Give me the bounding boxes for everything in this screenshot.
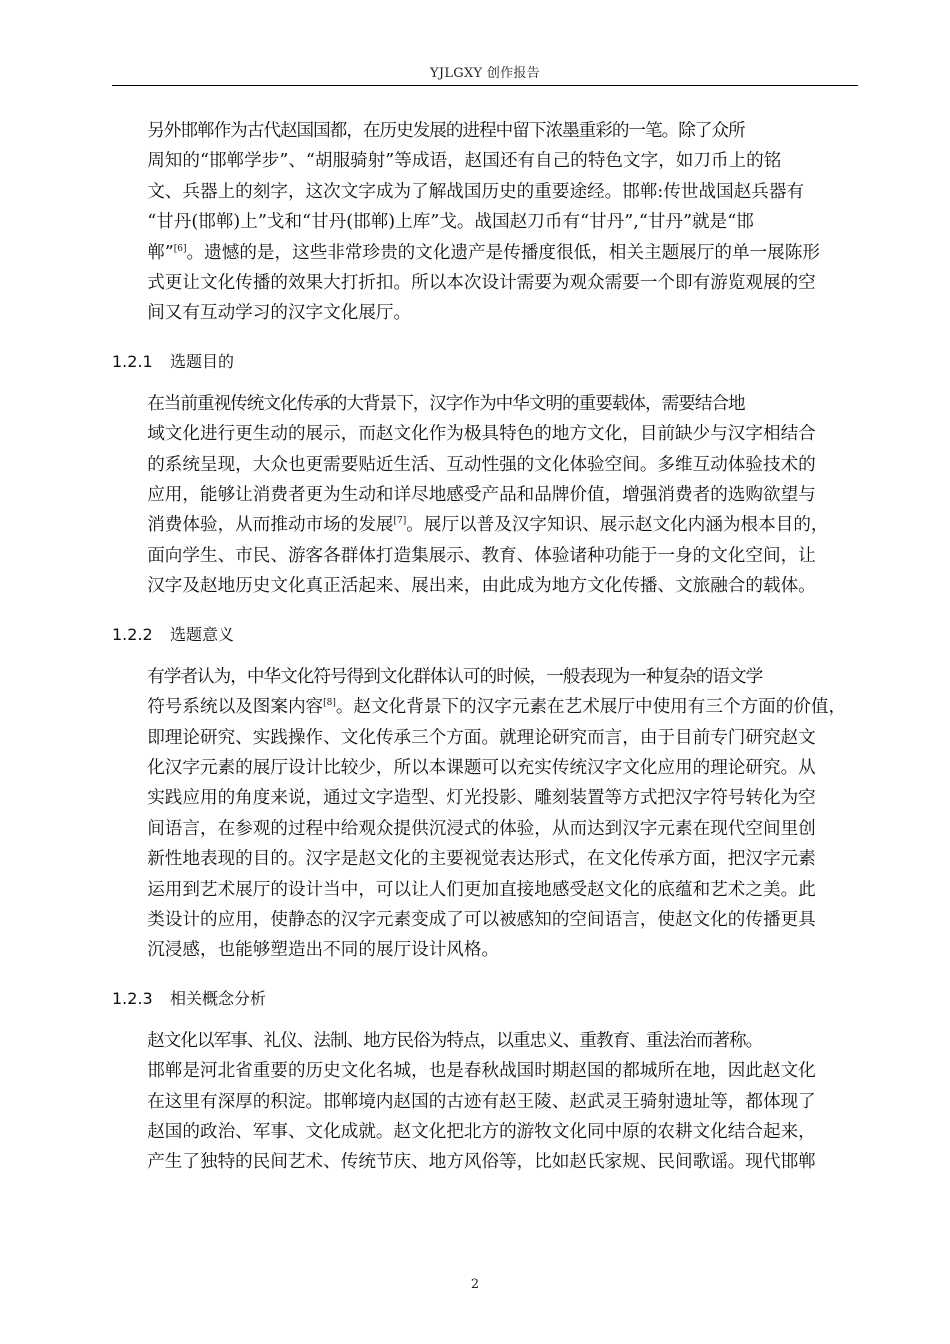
- section-heading: [112, 347, 858, 377]
- paragraph-line: 汉字及赵地历史文化真正活起来、展出来，由此成为地方文化传播、文旅融合的载体。: [147, 576, 816, 597]
- paragraph-line: 消费体验，从而推动市场的发展[7]。展厅以普及汉字知识、展示赵文化内涵为根本目的，: [147, 515, 829, 536]
- section-gap: [112, 329, 858, 347]
- header-rule: [112, 85, 858, 86]
- paragraph-line: 符号系统以及图案内容[8]。赵文化背景下的汉字元素在艺术展厅中使用有三个方面的价值，: [147, 697, 847, 718]
- document-body: [112, 116, 858, 1178]
- paragraph-line: 间语言，在参观的过程中给观众提供沉浸式的体验，从而达到汉字元素在现代空间里创: [147, 818, 816, 839]
- section-gap: [112, 650, 858, 662]
- paragraph-line: 的系统呈现，大众也更需要贴近生活、互动性强的文化体验空间。多维互动体验技术的: [147, 454, 816, 475]
- paragraph-line: 邯郸是河北省重要的历史文化名城，也是春秋战国时期赵国的都城所在地，因此赵文化: [147, 1061, 816, 1082]
- section-heading: [112, 620, 858, 650]
- body-paragraph: [112, 662, 858, 966]
- section-gap: [112, 966, 858, 984]
- running-header: YJLGXY 创作报告: [429, 66, 541, 81]
- paragraph-line: 另外邯郸作为古代赵国国都，在历史发展的进程中留下浓墨重彩的一笔。除了众所: [147, 121, 745, 141]
- body-paragraph: [112, 1026, 858, 1178]
- section-heading-number: 1.2.2: [112, 624, 153, 644]
- paragraph-line: 文、兵器上的刻字，这次文字成为了解战国历史的重要途经。邯郸:传世战国赵兵器有: [147, 181, 805, 202]
- citation-marker: [8]: [323, 698, 336, 709]
- paragraph-line: 郸”[6]。遗憾的是，这些非常珍贵的文化遗产是传播度很低，相关主题展厅的单一展陈形: [147, 242, 820, 263]
- paragraph-line: 赵文化以军事、礼仪、法制、地方民俗为特点，以重忠义、重教育、重法治而著称。: [147, 1030, 763, 1051]
- paragraph-line: 间又有互动学习的汉字文化展厅。: [147, 303, 412, 324]
- paragraph-line: 式更让文化传播的效果大打折扣。所以本次设计需要为观众需要一个即有游览观展的空: [147, 273, 816, 294]
- section-heading-number: 1.2.1: [112, 351, 153, 371]
- paragraph-line: 赵国的政治、军事、文化成就。赵文化把北方的游牧文化同中原的农耕文化结合起来，: [147, 1121, 816, 1142]
- paragraph-line: 周知的“邯郸学步”、“胡服骑射”等成语，赵国还有自己的特色文字，如刀币上的铭: [147, 151, 782, 172]
- section-heading-title: 相关概念分析: [170, 988, 267, 1008]
- paragraph-line: 沉浸感，也能够塑造出不同的展厅设计风格。: [147, 940, 500, 961]
- paragraph-line: 域文化进行更生动的展示，而赵文化作为极具特色的地方文化，目前缺少与汉字相结合: [147, 424, 816, 445]
- citation-marker: [7]: [393, 516, 407, 527]
- section-gap: [112, 1014, 858, 1026]
- paragraph-line: 应用，能够让消费者更为生动和详尽地感受产品和品牌价值，增强消费者的选购欲望与: [147, 485, 816, 506]
- citation-marker: [6]: [173, 243, 187, 254]
- paragraph-line: 即理论研究、实践操作、文化传承三个方面。就理论研究而言，由于目前专门研究赵文: [147, 727, 816, 748]
- page-number: 2: [470, 1277, 480, 1292]
- section-heading: [112, 984, 858, 1014]
- section-gap: [112, 377, 858, 389]
- section-heading-number: 1.2.3: [112, 988, 153, 1008]
- body-paragraph: [112, 116, 858, 329]
- paragraph-line: 化汉字元素的展厅设计比较少，所以本课题可以充实传统汉字文化应用的理论研究。从: [147, 757, 816, 778]
- paragraph-line: 运用到艺术展厅的设计当中，可以让人们更加直接地感受赵文化的底蕴和艺术之美。此: [147, 879, 816, 900]
- section-heading-title: 选题目的: [170, 351, 235, 371]
- paragraph-line: 实践应用的角度来说，通过文字造型、灯光投影、雕刻装置等方式把汉字符号转化为空: [147, 788, 816, 809]
- section-gap: [112, 602, 858, 620]
- paragraph-line: 新性地表现的目的。汉字是赵文化的主要视觉表达形式，在文化传承方面，把汉字元素: [147, 849, 816, 870]
- paragraph-line: 有学者认为，中华文化符号得到文化群体认可的时候，一般表现为一种复杂的语文学: [147, 666, 763, 687]
- paragraph-line: “甘丹(邯郸)上”戈和“甘丹(邯郸)上库”戈。战国赵刀币有“甘丹”,“甘丹”就是“邯: [147, 212, 754, 233]
- paragraph-line: 面向学生、市民、游客各群体打造集展示、教育、体验诸种功能于一身的文化空间，让: [147, 545, 816, 566]
- paragraph-line: 产生了独特的民间艺术、传统节庆、地方风俗等，比如赵氏家规、民间歌谣。现代邯郸: [147, 1152, 816, 1173]
- section-heading-title: 选题意义: [170, 624, 235, 644]
- paragraph-line: 类设计的应用，使静态的汉字元素变成了可以被感知的空间语言，使赵文化的传播更具: [147, 909, 816, 930]
- body-paragraph: [112, 389, 858, 602]
- paragraph-line: 在当前重视传统文化传承的大背景下，汉字作为中华文明的重要载体，需要结合地: [147, 393, 745, 414]
- paragraph-line: 在这里有深厚的积淀。邯郸境内赵国的古迹有赵王陵、赵武灵王骑射遗址等，都体现了: [147, 1091, 816, 1112]
